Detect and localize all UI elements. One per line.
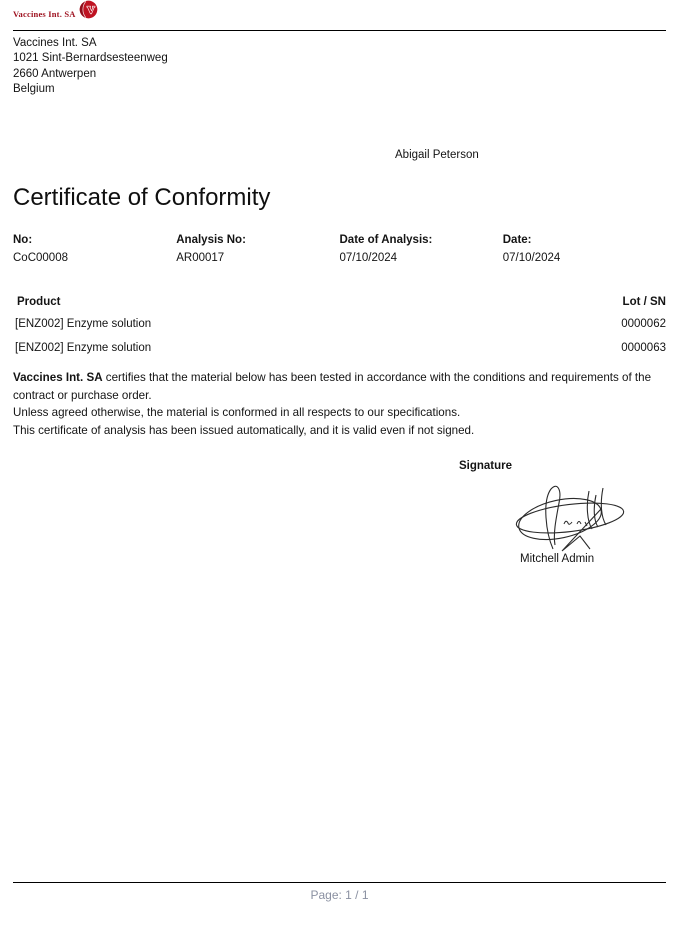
header-divider xyxy=(13,30,666,31)
product-table-header xyxy=(13,291,666,312)
field-date-value: 07/10/2024 xyxy=(502,252,561,264)
field-date-of-analysis xyxy=(340,233,503,265)
signature-label: Signature xyxy=(459,460,513,472)
certify-paragraph-rest: certifies that the material below has been tested in accordance with the conditions and requirements of the contract or purchase order. xyxy=(13,371,652,402)
company-address xyxy=(13,36,168,98)
statement-line-3: This certificate of analysis has been issued automatically, and it is valid even if not signed. xyxy=(13,424,475,438)
company-country: Belgium xyxy=(13,83,55,96)
v-badge-icon xyxy=(79,0,98,24)
product-table xyxy=(13,291,666,360)
certify-paragraph xyxy=(13,369,666,404)
field-date-label: Date: xyxy=(502,234,532,246)
field-no-value: CoC00008 xyxy=(13,252,68,264)
field-analysis-no-label: Analysis No: xyxy=(176,234,246,246)
field-date xyxy=(503,233,666,265)
field-analysis-no-value: AR00017 xyxy=(176,252,225,264)
cell-lot-sn: 0000063 xyxy=(621,342,666,354)
table-row xyxy=(13,312,666,336)
table-row xyxy=(13,336,666,360)
field-no xyxy=(13,233,176,265)
statement-line-2: Unless agreed otherwise, the material is conformed in all respects to our specifications. xyxy=(13,406,461,420)
field-analysis-no xyxy=(176,233,339,265)
certification-statement xyxy=(13,369,666,440)
footer-divider xyxy=(13,882,666,883)
document-title: Certificate of Conformity xyxy=(13,184,271,211)
signer-name: Mitchell Admin xyxy=(520,553,595,565)
field-date-of-analysis-label: Date of Analysis: xyxy=(339,234,433,246)
field-no-label: No: xyxy=(13,234,33,246)
column-header-lot-sn: Lot / SN xyxy=(622,295,666,308)
cell-lot-sn: 0000062 xyxy=(621,318,666,330)
certify-company-bold: Vaccines Int. SA xyxy=(13,371,103,384)
logo-text: Vaccines Int. SA xyxy=(13,8,76,19)
info-fields xyxy=(13,233,666,265)
field-date-of-analysis-value: 07/10/2024 xyxy=(339,252,398,264)
company-name: Vaccines Int. SA xyxy=(13,37,97,49)
cell-product: [ENZ002] Enzyme solution xyxy=(15,318,152,330)
page-number: Page: 1 / 1 xyxy=(310,888,369,902)
company-street: 1021 Sint-Bernardsesteenweg xyxy=(13,52,168,65)
cell-product: [ENZ002] Enzyme solution xyxy=(15,342,152,354)
column-header-product: Product xyxy=(17,295,61,308)
recipient-name: Abigail Peterson xyxy=(395,149,479,161)
company-logo xyxy=(13,2,98,22)
svg-text:V: V xyxy=(86,4,95,17)
company-city: 2660 Antwerpen xyxy=(13,67,97,80)
signature-scribble-icon xyxy=(504,479,636,560)
